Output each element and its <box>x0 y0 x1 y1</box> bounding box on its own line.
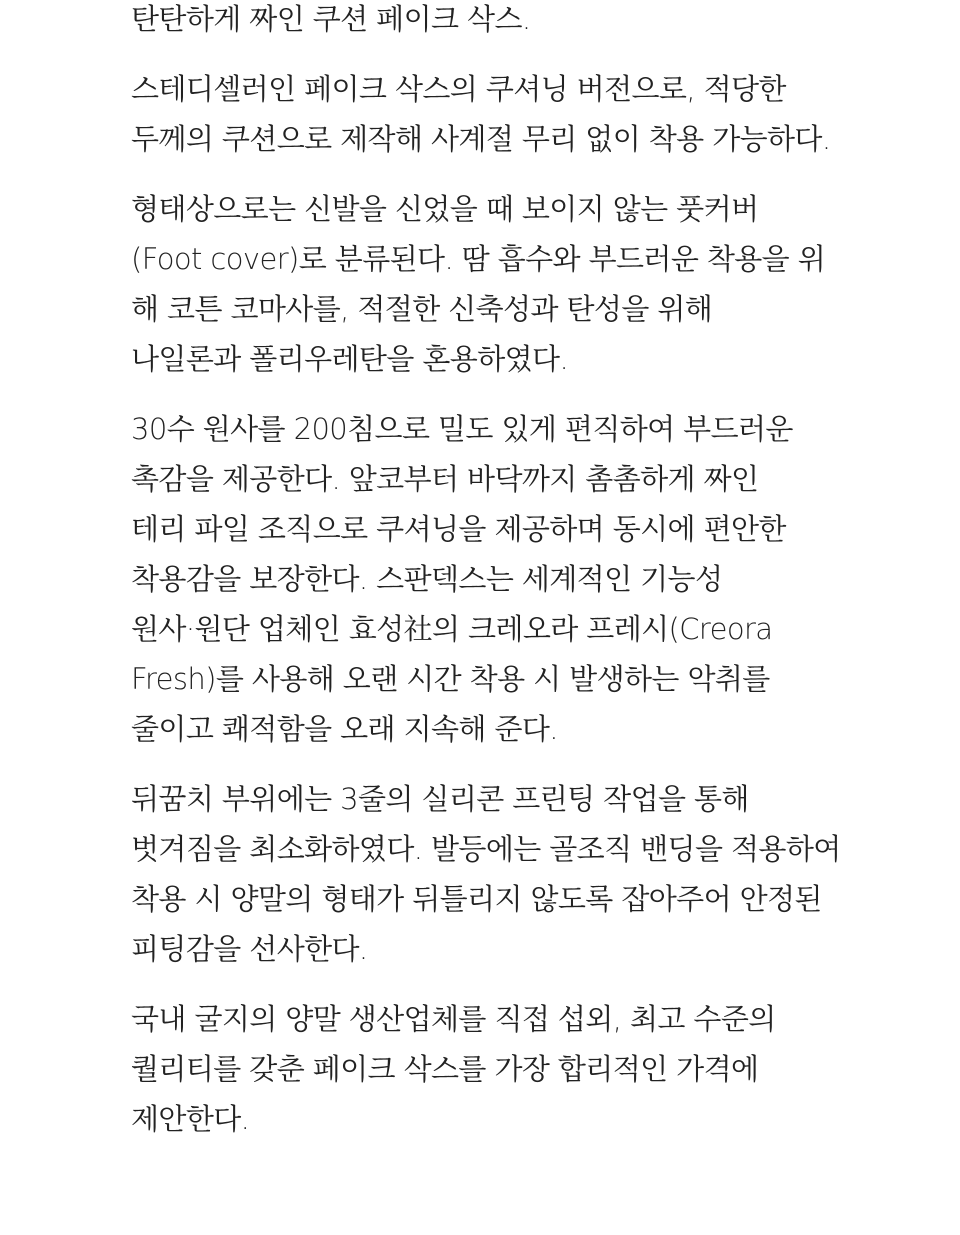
text-line: 원사·원단 업체인 효성社의 크레오라 프레시(Creora <box>131 612 773 646</box>
paragraph-knitting <box>131 404 911 754</box>
text-line: 해 코튼 코마사를, 적절한 신축성과 탄성을 위해 <box>131 292 713 326</box>
text-line: 촉감을 제공한다. 앞코부터 바닥까지 촘촘하게 짜인 <box>131 462 759 496</box>
text-line: 두께의 쿠션으로 제작해 사계절 무리 없이 착용 가능하다. <box>131 122 831 156</box>
text-line: 형태상으로는 신발을 신었을 때 보이지 않는 풋커버 <box>131 192 759 226</box>
text-line: 30수 원사를 200침으로 밀도 있게 편직하여 부드러운 <box>131 412 793 446</box>
text-line: 스테디셀러인 페이크 삭스의 쿠셔닝 버전으로, 적당한 <box>131 72 786 106</box>
paragraph-materials <box>131 184 911 384</box>
text-line: 착용 시 양말의 형태가 뒤틀리지 않도록 잡아주어 안정된 <box>131 882 822 916</box>
product-description <box>131 0 911 1164</box>
text-line: 피팅감을 선사한다. <box>131 932 368 966</box>
text-line: 착용감을 보장한다. 스판덱스는 세계적인 기능성 <box>131 562 723 596</box>
text-line: 테리 파일 조직으로 쿠셔닝을 제공하며 동시에 편안한 <box>131 512 786 546</box>
text-line: 탄탄하게 짜인 쿠션 페이크 삭스. <box>131 2 531 36</box>
paragraph-intro <box>131 0 911 44</box>
text-line: (Foot cover)로 분류된다. 땀 흡수와 부드러운 착용을 위 <box>131 242 826 276</box>
text-line: 제안한다. <box>131 1102 250 1136</box>
text-line: Fresh)를 사용해 오랜 시간 착용 시 발생하는 악취를 <box>131 662 770 696</box>
text-line: 벗겨짐을 최소화하였다. 발등에는 골조직 밴딩을 적용하여 <box>131 832 841 866</box>
paragraph-heel-silicone <box>131 774 911 974</box>
text-line: 나일론과 폴리우레탄을 혼용하였다. <box>131 342 569 376</box>
text-line: 뒤꿈치 부위에는 3줄의 실리콘 프린팅 작업을 통해 <box>131 782 749 816</box>
text-line: 줄이고 쾌적함을 오래 지속해 준다. <box>131 712 558 746</box>
paragraph-manufacturer <box>131 994 911 1144</box>
text-line: 국내 굴지의 양말 생산업체를 직접 섭외, 최고 수준의 <box>131 1002 776 1036</box>
paragraph-cushion-version <box>131 64 911 164</box>
text-line: 퀄리티를 갖춘 페이크 삭스를 가장 합리적인 가격에 <box>131 1052 759 1086</box>
